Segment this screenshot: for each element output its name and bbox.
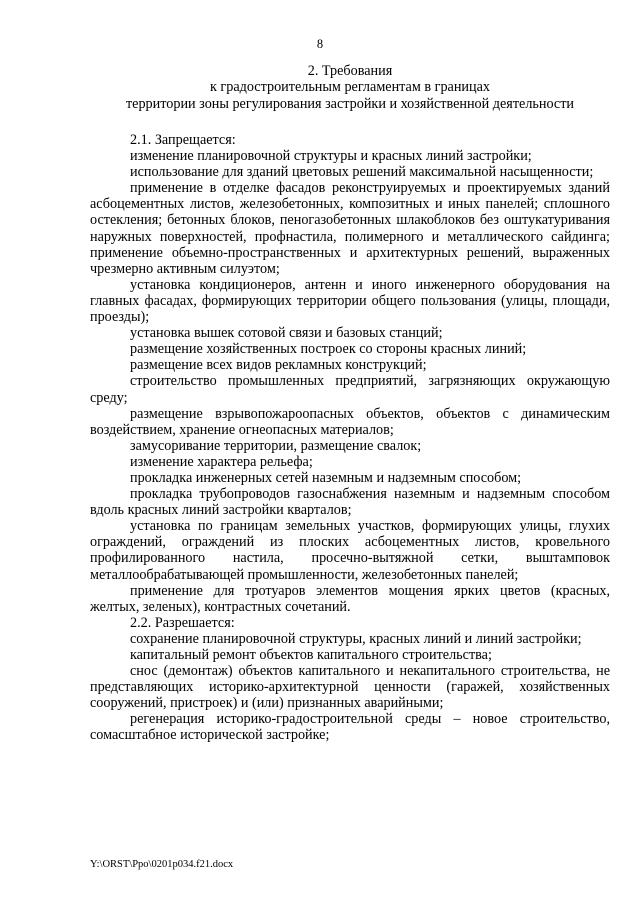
- section-2-2-list: [90, 631, 610, 744]
- document-body: [90, 132, 610, 744]
- list-item: установка вышек сотовой связи и базовых станций;: [130, 325, 443, 342]
- list-item: размещение взрывопожароопасных объектов, объектов с динамическим воздействием, хранение огнеопасных материалов;: [90, 405, 610, 438]
- section-2-1-list: [90, 148, 610, 615]
- list-item: установка по границам земельных участков, формирующих улицы, глухих ограждений, ограждений из плоских асбоцементных листов, кровельного профилированного настила, просечно-вытяжной сетки, выштамповок металлообрабатывающей промышленности, железобетонных панелей;: [90, 518, 610, 583]
- list-item: размещение всех видов рекламных конструкций;: [130, 357, 427, 374]
- list-item: строительство промышленных предприятий, загрязняющих окружающую среду;: [90, 373, 610, 406]
- list-item: применение в отделке фасадов реконструируемых и проектируемых зданий асбоцементных листов, железобетонных, композитных и иных панелей; сплошного остекления; бетонных блоков, пеногазобетонных шлакоблоков без оштукатуривания наружных поверхностей, профнастила, полимерного и металлического сайдинга; применение объемно-пространственных и архитектурных решений, выраженных чрезмерно активным силуэтом;: [90, 180, 610, 277]
- list-item: изменение планировочной структуры и красных линий застройки;: [130, 148, 532, 165]
- list-item: регенерация историко-градостроительной среды – новое строительство, сомасштабное исторической застройке;: [90, 711, 610, 744]
- section-2-1-title: 2.1. Запрещается:: [130, 132, 236, 148]
- list-item: сохранение планировочной структуры, красных линий и линий застройки;: [130, 630, 582, 647]
- heading-line-2: к градостроительным регламентам в границах: [209, 79, 491, 96]
- list-item: капитальный ремонт объектов капитального строительства;: [130, 647, 492, 663]
- list-item: замусоривание территории, размещение свалок;: [130, 437, 422, 454]
- section-2-2-title: 2.2. Разрешается:: [130, 614, 235, 631]
- footer-file-path: Y:\ORST\Ppo\0201p034.f21.docx: [90, 859, 234, 870]
- list-item: установка кондиционеров, антенн и иного инженерного оборудования на главных фасадах, формирующих территории общего пользования (улицы, площади, проезды);: [90, 276, 610, 326]
- list-item: снос (демонтаж) объектов капитального и некапитального строительства, не представляющих историко-архитектурной ценности (гаражей, хозяйственных сооружений, пристроек) и (или) признанных аварийными;: [90, 663, 610, 712]
- list-item: использование для зданий цветовых решений максимальной насыщенности;: [130, 164, 594, 181]
- list-item: прокладка трубопроводов газоснабжения наземным и надземным способом вдоль красных линий застройки кварталов;: [90, 486, 610, 519]
- list-item: размещение хозяйственных построек со стороны красных линий;: [130, 341, 527, 358]
- page-number: 8: [316, 37, 324, 51]
- list-item: изменение характера рельефа;: [130, 453, 313, 470]
- heading-line-1: 2. Требования: [307, 63, 393, 79]
- heading-line-3: территории зоны регулирования застройки и хозяйственной деятельности: [125, 95, 575, 112]
- list-item: применение для тротуаров элементов мощения ярких цветов (красных, желтых, зеленых), контрастных сочетаний.: [90, 582, 610, 615]
- list-item: прокладка инженерных сетей наземным и надземным способом;: [130, 469, 522, 486]
- section-heading: [90, 63, 610, 112]
